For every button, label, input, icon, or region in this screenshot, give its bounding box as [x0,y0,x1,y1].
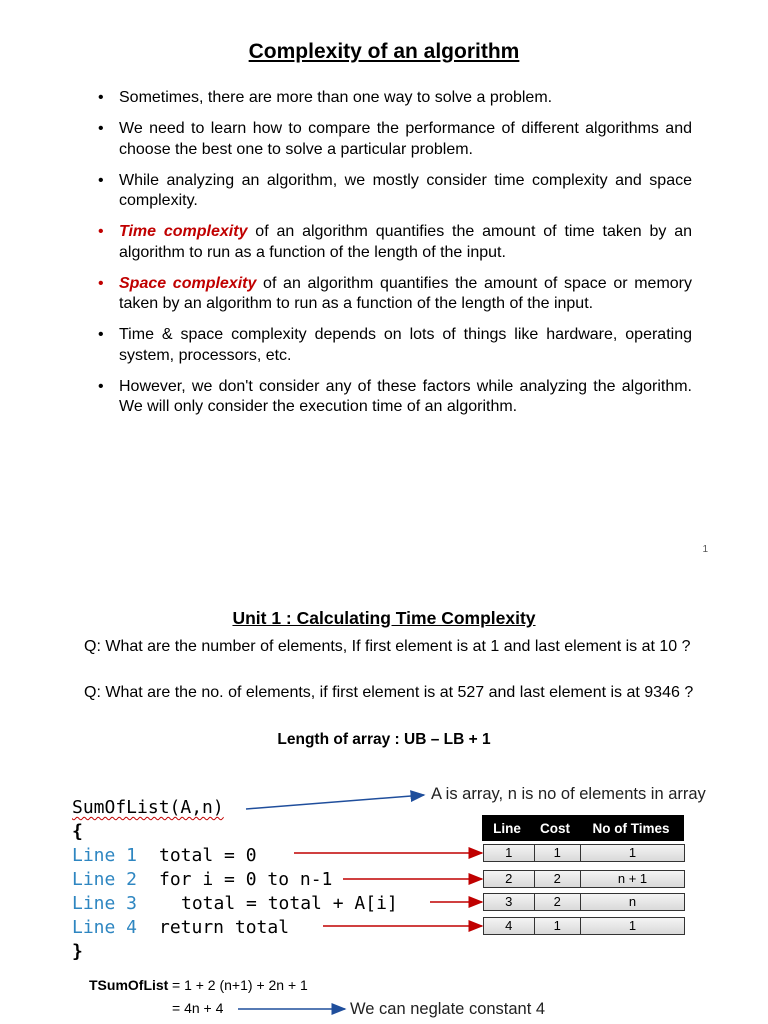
array-note: A is array, n is no of elements in array [431,785,706,803]
bullet-text: While analyzing an algorithm, we mostly consider time complexity and space complexity. [119,171,692,209]
bullet-text: of an algorithm quantifies the amount of time taken by an algorithm to run as a function of the length of the input. [119,223,692,261]
question-2: Q: What are the no. of elements, if first element is at 527 and last element is at 9346 ? [84,684,694,701]
cell: 1 [535,845,582,861]
bullet-text: of an algorithm quantifies the amount of space or memory taken by an algorithm to run as a function of the length of the input. [119,274,693,312]
bullet-text: We need to learn how to compare the performance of different algorithms and choose the best one to solve a particular problem. [119,120,692,158]
cell: n + 1 [617,871,648,886]
bullet-text: Time & space complexity depends on lots of things like hardware, operating system, processors, etc. [119,326,692,364]
cell: 4 [484,918,535,934]
line-label: Line 1 [72,845,138,866]
bullet-icon: • [98,171,104,189]
tsum-eq2: = 4n + 4 [172,1000,224,1016]
cell: 2 [484,871,535,887]
line-statement: for i = 0 to n-1 [159,869,333,890]
line-label: Line 4 [72,917,138,938]
bullet-icon: • [98,89,104,106]
page-number: 1 [702,544,708,555]
cell: 2 [535,871,582,887]
bullet-icon: • [98,223,104,240]
close-brace: } [72,941,83,962]
cell: 1 [535,918,582,934]
page-title: Complexity of an algorithm [248,40,520,63]
header-cost: Cost [540,820,570,836]
cell: n [628,894,637,909]
cell: 2 [535,894,582,910]
tsum-note: We can neglate constant 4 [350,1000,546,1018]
cell: 1 [628,845,637,860]
line-label: Line 2 [72,869,138,890]
header-times: No of Times [592,820,670,836]
line-statement: total = total + A[i] [181,893,398,914]
term-time-complexity: Time complexity [119,223,248,240]
question-1: Q: What are the number of elements, If first element is at 1 and last element is at 10 ? [84,638,691,655]
line-statement: total = 0 [159,845,257,866]
header-line: Line [493,820,521,836]
term-space-complexity: Space complexity [119,274,257,292]
cell: 1 [628,918,637,933]
cell: 1 [484,845,535,861]
open-brace: { [72,821,83,842]
line-label: Line 3 [72,893,138,914]
tsum-eq1: = 1 + 2 (n+1) + 2n + 1 [172,977,308,993]
bullet-text: Sometimes, there are more than one way to solve a problem. [119,89,553,106]
bullet-icon: • [98,120,104,137]
cell: 3 [484,894,535,910]
function-name: SumOfList(A,n) [72,797,224,818]
bullet-icon: • [98,377,104,395]
bullet-icon: • [98,326,104,343]
bullet-text: However, we don't consider any of these factors while analyzing the algorithm. We will only consider the execution time of an algorithm. [119,377,692,415]
tsum-label: TSumOfList [89,977,169,993]
array-length-formula: Length of array : UB – LB + 1 [277,731,491,748]
bullet-icon: • [98,274,104,292]
arrow-array-note [246,795,424,809]
section-title: Unit 1 : Calculating Time Complexity [232,608,536,628]
line-statement: return total [159,917,290,938]
